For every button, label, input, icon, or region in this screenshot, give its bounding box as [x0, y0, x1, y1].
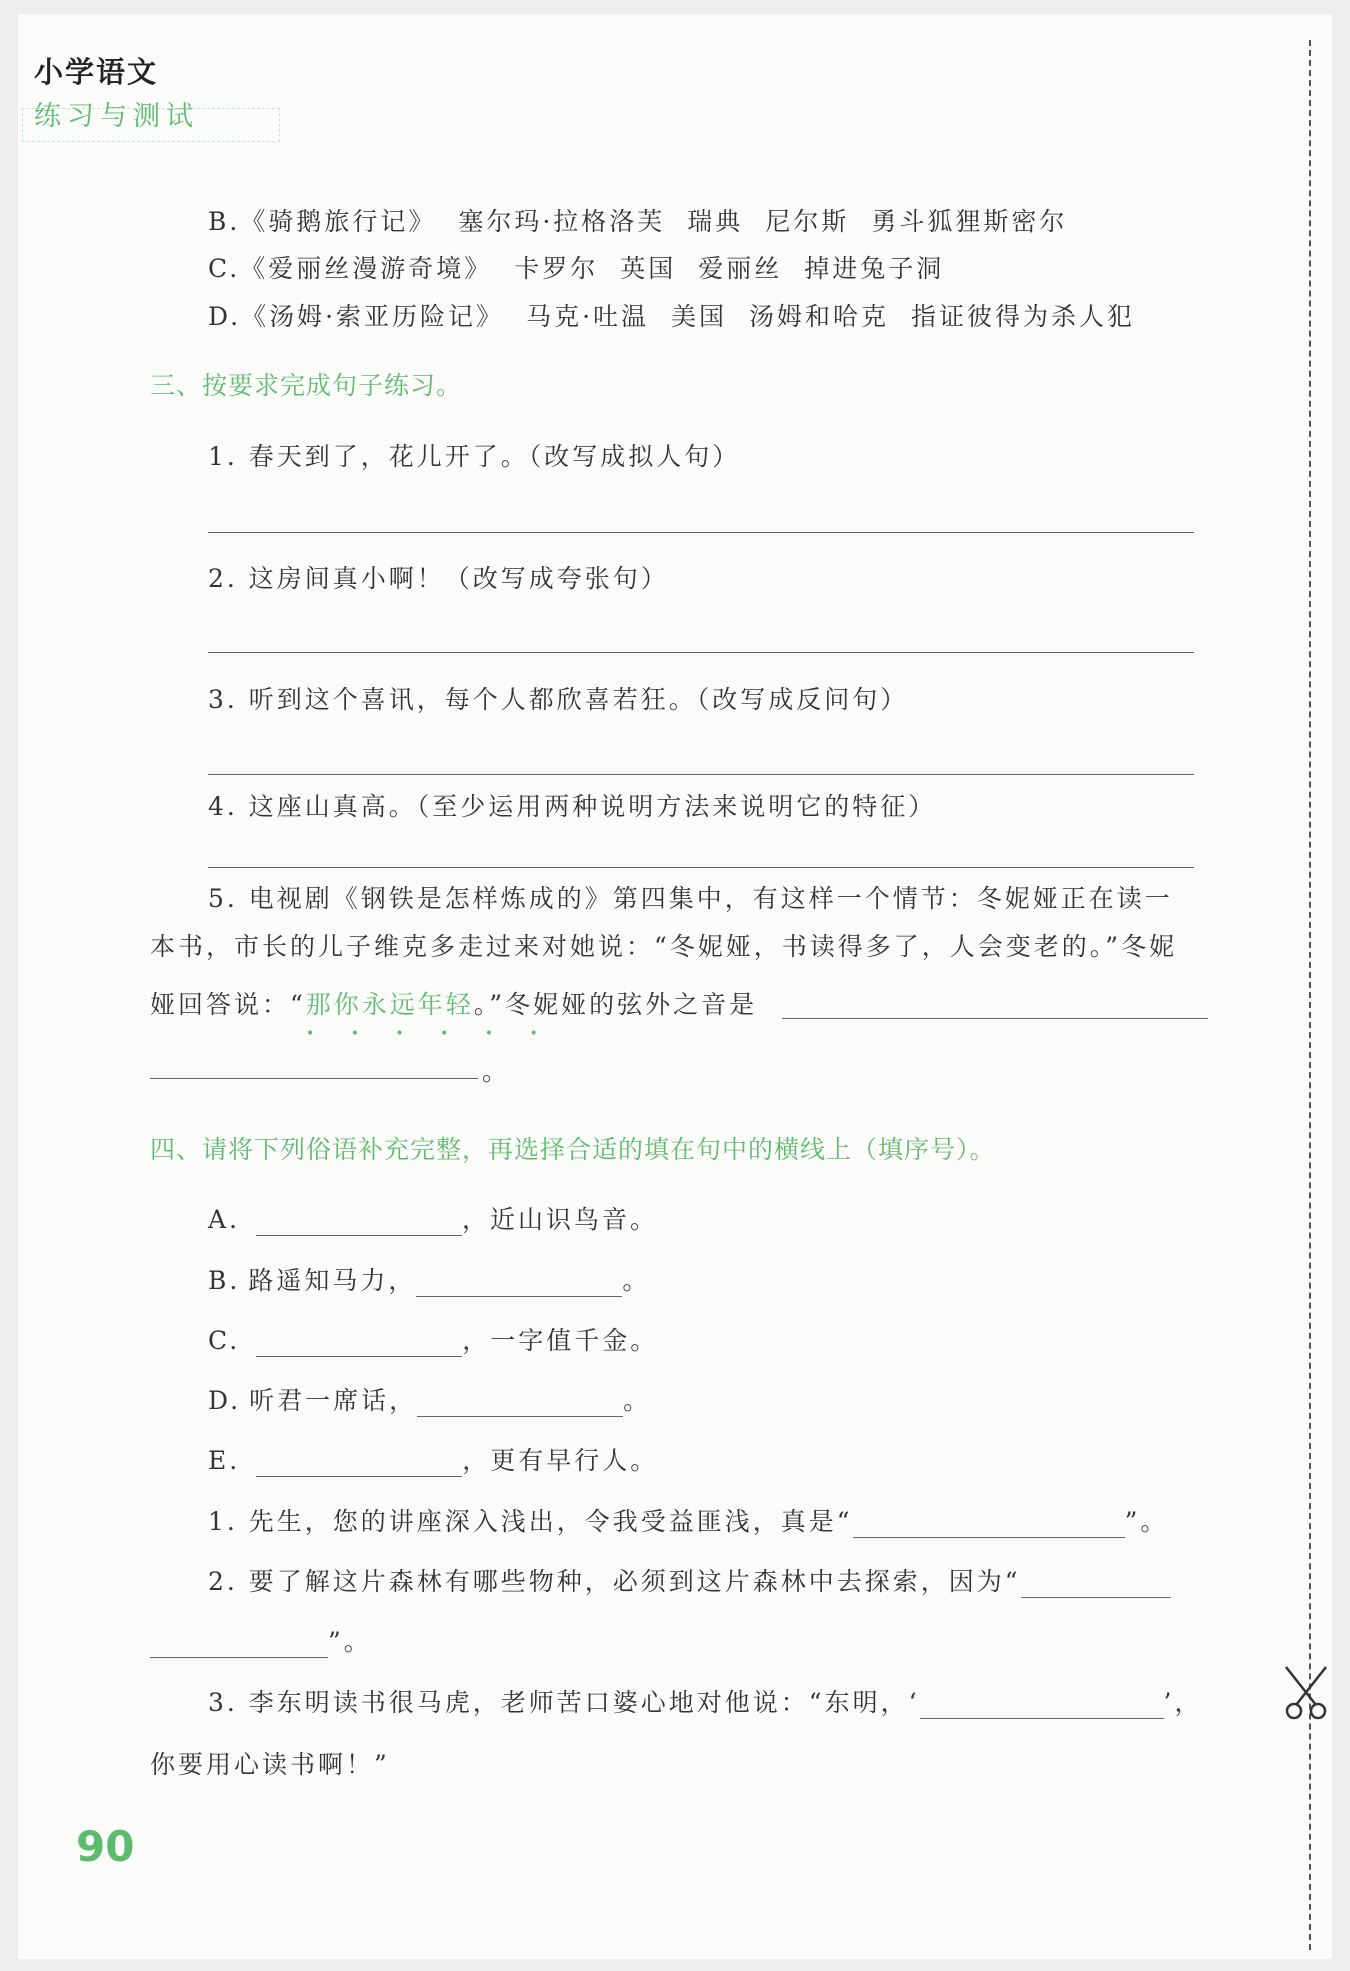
scissors-icon [1282, 1665, 1332, 1721]
proverb-b: B. 路遥知马力， 。 [208, 1266, 651, 1295]
blank-sentence-4-2b[interactable] [150, 1631, 328, 1658]
blank-proverb-b[interactable] [416, 1270, 622, 1297]
cut-line [1309, 40, 1311, 1950]
sentence-4-1: 1. 先生，您的讲座深入浅出，令我受益匪浅，真是“ ”。 [208, 1507, 1169, 1536]
page-number: 90 [76, 1822, 135, 1871]
book-title: 小学语文 [34, 55, 159, 89]
answer-line-3-1[interactable] [208, 532, 1194, 533]
option-b: B.《骑鹅旅行记》 塞尔玛·拉格洛芙 瑞典 尼尔斯 勇斗狐狸斯密尔 [208, 207, 1068, 236]
sentence-4-3-line2: 你要用心读书啊！” [150, 1750, 390, 1779]
proverb-d: D. 听君一席话， 。 [208, 1386, 652, 1415]
answer-line-3-5b[interactable] [150, 1078, 478, 1079]
question-3-5-end: 。 [482, 1057, 511, 1086]
blank-proverb-c[interactable] [256, 1330, 462, 1357]
blank-proverb-d[interactable] [417, 1390, 623, 1417]
answer-line-3-2[interactable] [208, 652, 1194, 653]
question-3-4: 4. 这座山真高。（至少运用两种说明方法来说明它的特征） [208, 792, 937, 821]
proverb-e: E. ，更有早行人。 [208, 1446, 659, 1475]
blank-proverb-a[interactable] [256, 1209, 462, 1236]
question-3-5-line3: 娅回答说：“那你永远年轻。”冬妮娅的弦外之音是 [150, 990, 758, 1019]
option-d: D.《汤姆·索亚历险记》 马克·吐温 美国 汤姆和哈克 指证彼得为杀人犯 [208, 302, 1136, 331]
question-3-5-line1: 5. 电视剧《钢铁是怎样炼成的》第四集中，有这样一个情节：冬妮娅正在读一 [208, 884, 1173, 913]
question-3-1: 1. 春天到了，花儿开了。（改写成拟人句） [208, 442, 741, 471]
sentence-4-2: 2. 要了解这片森林有哪些物种，必须到这片森林中去探索，因为“ [208, 1562, 1171, 1598]
book-subtitle: 练习与测试 [34, 101, 199, 132]
question-3-5-line2: 本书，市长的儿子维克多走过来对她说：“冬妮娅，书读得多了，人会变老的。”冬妮 [150, 932, 1178, 961]
section-4-heading: 四、请将下列俗语补充完整，再选择合适的填在句中的横线上（填序号）。 [150, 1135, 996, 1164]
proverb-c: C. ，一字值千金。 [208, 1326, 659, 1355]
section-3-heading: 三、按要求完成句子练习。 [150, 371, 463, 400]
proverb-a: A. ，近山识鸟音。 [208, 1205, 659, 1234]
option-c: C.《爱丽丝漫游奇境》 卡罗尔 英国 爱丽丝 掉进兔子洞 [208, 254, 945, 283]
answer-line-3-4[interactable] [208, 867, 1194, 868]
blank-proverb-e[interactable] [256, 1450, 462, 1477]
blank-sentence-4-1[interactable] [853, 1511, 1125, 1538]
sentence-4-2-line2: ”。 [150, 1622, 372, 1658]
emphasis-dots: • • • • • • [306, 1026, 554, 1042]
blank-sentence-4-2a[interactable] [1021, 1571, 1171, 1598]
emphasized-quote: 那你永远年轻 [305, 990, 474, 1019]
answer-line-3-3[interactable] [208, 774, 1194, 775]
sentence-4-3: 3. 李东明读书很马虎，老师苦口婆心地对他说：“东明，‘ ’， [208, 1688, 1203, 1717]
answer-line-3-5a[interactable] [782, 1018, 1208, 1019]
question-3-3: 3. 听到这个喜讯，每个人都欣喜若狂。（改写成反问句） [208, 685, 909, 714]
question-3-2: 2. 这房间真小啊！（改写成夸张句） [208, 564, 669, 593]
blank-sentence-4-3[interactable] [920, 1692, 1164, 1719]
